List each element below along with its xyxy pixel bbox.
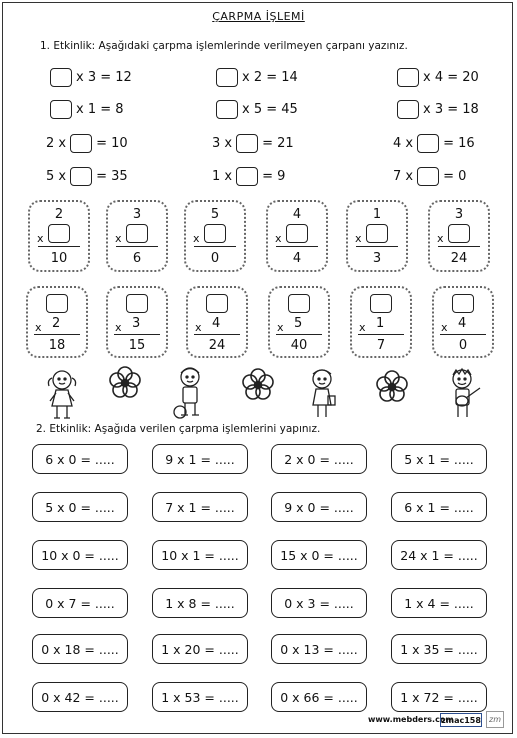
- footer-url[interactable]: www.mebders.com: [368, 715, 454, 724]
- equation-suffix: x 3 = 18: [423, 102, 479, 117]
- answer-box[interactable]: [204, 224, 226, 243]
- vertical-multiplication-card: [184, 200, 246, 272]
- multiplication-answer-box[interactable]: 10 x 0 = .....: [32, 540, 128, 570]
- multiplication-answer-box[interactable]: 5 x 0 = .....: [32, 492, 128, 522]
- card-divider-line: [38, 246, 80, 247]
- card-top-number: 3: [454, 207, 464, 222]
- equation-suffix: x 5 = 45: [242, 102, 298, 117]
- answer-box[interactable]: [50, 100, 72, 119]
- multiply-sign: x: [441, 321, 448, 334]
- card-divider-line: [276, 246, 318, 247]
- vertical-multiplication-card: [28, 200, 90, 272]
- footer-code: zmac158: [440, 713, 482, 727]
- card-divider-line: [356, 246, 398, 247]
- answer-box[interactable]: [288, 294, 310, 313]
- answer-box[interactable]: [286, 224, 308, 243]
- equation-prefix: 3 x: [212, 136, 233, 151]
- card-result: 0: [210, 251, 220, 266]
- multiplication-answer-box[interactable]: 0 x 42 = .....: [32, 682, 128, 712]
- card-divider-line: [194, 334, 240, 335]
- equation-suffix: = 10: [96, 136, 128, 151]
- card-result: 7: [376, 338, 386, 353]
- answer-box[interactable]: [417, 134, 439, 153]
- answer-box[interactable]: [448, 224, 470, 243]
- card-divider-line: [276, 334, 322, 335]
- vertical-multiplication-card: [428, 200, 490, 272]
- missing-factor-equation: [46, 68, 132, 87]
- multiply-sign: x: [277, 321, 284, 334]
- missing-factor-equation: [212, 100, 298, 119]
- multiplication-answer-box[interactable]: 9 x 1 = .....: [152, 444, 248, 474]
- answer-box[interactable]: [366, 224, 388, 243]
- card-result: 24: [208, 338, 226, 353]
- answer-box[interactable]: [70, 167, 92, 186]
- equation-suffix: x 1 = 8: [76, 102, 124, 117]
- missing-factor-equation: [393, 68, 479, 87]
- flower-icon: [110, 367, 140, 397]
- card-top-number: 4: [292, 207, 302, 222]
- multiplication-answer-box[interactable]: 24 x 1 = .....: [391, 540, 487, 570]
- equation-prefix: 4 x: [393, 136, 414, 151]
- answer-box[interactable]: [50, 68, 72, 87]
- equation-suffix: x 3 = 12: [76, 70, 132, 85]
- multiplication-answer-box[interactable]: 1 x 72 = .....: [391, 682, 487, 712]
- card-divider-line: [194, 246, 236, 247]
- multiplication-answer-box[interactable]: 0 x 18 = .....: [32, 634, 128, 664]
- answer-box[interactable]: [126, 294, 148, 313]
- vertical-multiplication-card: [432, 286, 494, 358]
- card-top-number: 5: [210, 207, 220, 222]
- missing-factor-equation: [393, 100, 479, 119]
- equation-suffix: x 2 = 14: [242, 70, 298, 85]
- answer-box[interactable]: [46, 294, 68, 313]
- flower-icon: [243, 369, 273, 399]
- equation-suffix: = 0: [443, 169, 467, 184]
- multiplication-answer-box[interactable]: 6 x 0 = .....: [32, 444, 128, 474]
- vertical-multiplication-card: [106, 200, 168, 272]
- section-2-instruction: 2. Etkinlik: Aşağıda verilen çarpma işlemlerini yapınız.: [36, 423, 321, 435]
- multiplication-answer-box[interactable]: 1 x 8 = .....: [152, 588, 248, 618]
- girl-with-bag-illustration: [313, 370, 335, 417]
- multiply-sign: x: [115, 232, 122, 245]
- card-result: 0: [458, 338, 468, 353]
- multiplication-answer-box[interactable]: 1 x 4 = .....: [391, 588, 487, 618]
- answer-box[interactable]: [70, 134, 92, 153]
- answer-box[interactable]: [417, 167, 439, 186]
- card-result: 40: [290, 338, 308, 353]
- equation-suffix: = 16: [443, 136, 475, 151]
- card-divider-line: [34, 334, 80, 335]
- card-divider-line: [440, 334, 486, 335]
- multiplication-answer-box[interactable]: 0 x 66 = .....: [271, 682, 367, 712]
- answer-box[interactable]: [216, 68, 238, 87]
- girl-illustration: [48, 371, 75, 418]
- multiply-sign: x: [193, 232, 200, 245]
- flower-icon: [377, 371, 407, 401]
- page-title: ÇARPMA İŞLEMİ: [212, 10, 305, 23]
- missing-factor-equation: [212, 68, 298, 87]
- answer-box[interactable]: [397, 100, 419, 119]
- answer-box[interactable]: [452, 294, 474, 313]
- section-1-instruction: 1. Etkinlik: Aşağıdaki çarpma işlemlerinde verilmeyen çarpanı yazınız.: [40, 40, 408, 52]
- card-divider-line: [358, 334, 404, 335]
- multiplication-answer-box[interactable]: 1 x 35 = .....: [391, 634, 487, 664]
- answer-box[interactable]: [370, 294, 392, 313]
- multiplication-answer-box[interactable]: 15 x 0 = .....: [271, 540, 367, 570]
- card-top-number: 2: [54, 207, 64, 222]
- multiplication-answer-box[interactable]: 2 x 0 = .....: [271, 444, 367, 474]
- footer-logo: zm: [486, 711, 504, 728]
- card-result: 24: [450, 251, 468, 266]
- card-top-number: 3: [132, 207, 142, 222]
- card-result: 6: [132, 251, 142, 266]
- card-result: 10: [50, 251, 68, 266]
- boy-with-ball-illustration: [174, 368, 199, 418]
- equation-suffix: x 4 = 20: [423, 70, 479, 85]
- card-result: 18: [48, 338, 66, 353]
- card-factor: 5: [294, 316, 303, 331]
- card-result: 3: [372, 251, 382, 266]
- answer-box[interactable]: [236, 167, 258, 186]
- equation-suffix: = 9: [262, 169, 286, 184]
- missing-factor-equation: [212, 134, 294, 153]
- vertical-multiplication-card: [350, 286, 412, 358]
- card-result: 15: [128, 338, 146, 353]
- card-factor: 2: [52, 316, 61, 331]
- multiplication-answer-box[interactable]: 9 x 0 = .....: [271, 492, 367, 522]
- answer-box[interactable]: [48, 224, 70, 243]
- answer-box[interactable]: [126, 224, 148, 243]
- multiplication-answer-box[interactable]: 0 x 13 = .....: [271, 634, 367, 664]
- multiplication-answer-box[interactable]: 0 x 3 = .....: [271, 588, 367, 618]
- decorative-art-row: [30, 366, 490, 424]
- equation-prefix: 2 x: [46, 136, 67, 151]
- equation-suffix: = 35: [96, 169, 128, 184]
- card-factor: 4: [212, 316, 221, 331]
- multiplication-answer-box[interactable]: 6 x 1 = .....: [391, 492, 487, 522]
- equation-suffix: = 21: [262, 136, 294, 151]
- vertical-multiplication-card: [106, 286, 168, 358]
- vertical-multiplication-card: [26, 286, 88, 358]
- missing-factor-equation: [212, 167, 285, 186]
- multiply-sign: x: [195, 321, 202, 334]
- card-result: 4: [292, 251, 302, 266]
- equation-prefix: 1 x: [212, 169, 233, 184]
- missing-factor-equation: [393, 167, 466, 186]
- multiplication-answer-box[interactable]: 5 x 1 = .....: [391, 444, 487, 474]
- multiply-sign: x: [437, 232, 444, 245]
- answer-box[interactable]: [236, 134, 258, 153]
- card-factor: 1: [376, 316, 385, 331]
- vertical-multiplication-card: [346, 200, 408, 272]
- multiply-sign: x: [115, 321, 122, 334]
- multiplication-answer-box[interactable]: 7 x 1 = .....: [152, 492, 248, 522]
- vertical-multiplication-card: [268, 286, 330, 358]
- answer-box[interactable]: [216, 100, 238, 119]
- vertical-multiplication-card: [266, 200, 328, 272]
- card-divider-line: [116, 246, 158, 247]
- multiplication-answer-box[interactable]: 1 x 20 = .....: [152, 634, 248, 664]
- equation-prefix: 5 x: [46, 169, 67, 184]
- multiply-sign: x: [275, 232, 282, 245]
- multiplication-answer-box[interactable]: 10 x 1 = .....: [152, 540, 248, 570]
- card-factor: 4: [458, 316, 467, 331]
- multiplication-answer-box[interactable]: 1 x 53 = .....: [152, 682, 248, 712]
- multiply-sign: x: [355, 232, 362, 245]
- vertical-multiplication-card: [186, 286, 248, 358]
- multiply-sign: x: [35, 321, 42, 334]
- answer-box[interactable]: [206, 294, 228, 313]
- missing-factor-equation: [46, 167, 128, 186]
- multiply-sign: x: [37, 232, 44, 245]
- answer-box[interactable]: [397, 68, 419, 87]
- card-divider-line: [114, 334, 160, 335]
- missing-factor-equation: [46, 100, 124, 119]
- card-top-number: 1: [372, 207, 382, 222]
- boy-with-guitar-illustration: [453, 369, 480, 417]
- multiplication-answer-box[interactable]: 0 x 7 = .....: [32, 588, 128, 618]
- card-factor: 3: [132, 316, 141, 331]
- missing-factor-equation: [393, 134, 475, 153]
- missing-factor-equation: [46, 134, 128, 153]
- equation-prefix: 7 x: [393, 169, 414, 184]
- multiply-sign: x: [359, 321, 366, 334]
- card-divider-line: [438, 246, 480, 247]
